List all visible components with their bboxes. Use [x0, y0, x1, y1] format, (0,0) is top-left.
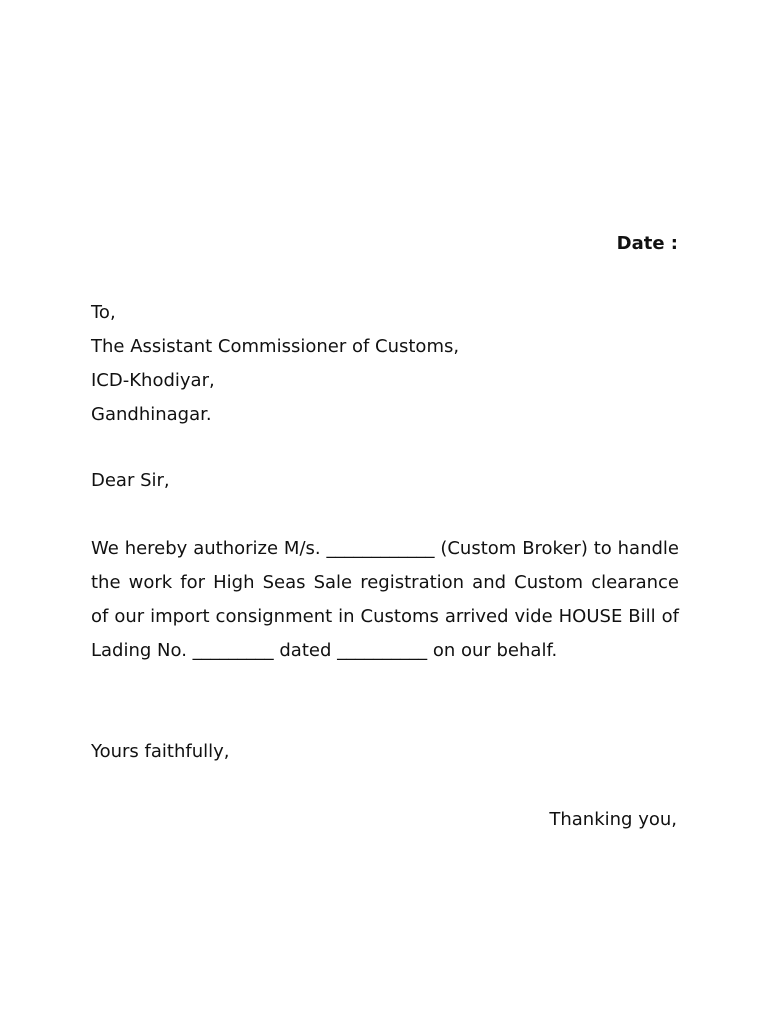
letter-body: We hereby authorize M/s. ____________ (Custom Broker) to handle the work for High Seas Sale registration and Custom clearance of our import consignment in Customs arrived vide HOUSE Bill of Lading No. _________ dated __________ on our behalf. — [91, 538, 679, 661]
thanks-line: Thanking you, — [549, 809, 677, 830]
recipient-line-3: Gandhinagar. — [91, 404, 212, 425]
recipient-line-1: The Assistant Commissioner of Customs, — [91, 336, 460, 357]
date-label: Date : — [616, 233, 678, 254]
closing: Yours faithfully, — [91, 741, 230, 762]
salutation: Dear Sir, — [91, 470, 170, 491]
recipient-line-2: ICD-Khodiyar, — [91, 370, 215, 391]
recipient-address — [91, 296, 679, 432]
recipient-to: To, — [91, 302, 116, 323]
